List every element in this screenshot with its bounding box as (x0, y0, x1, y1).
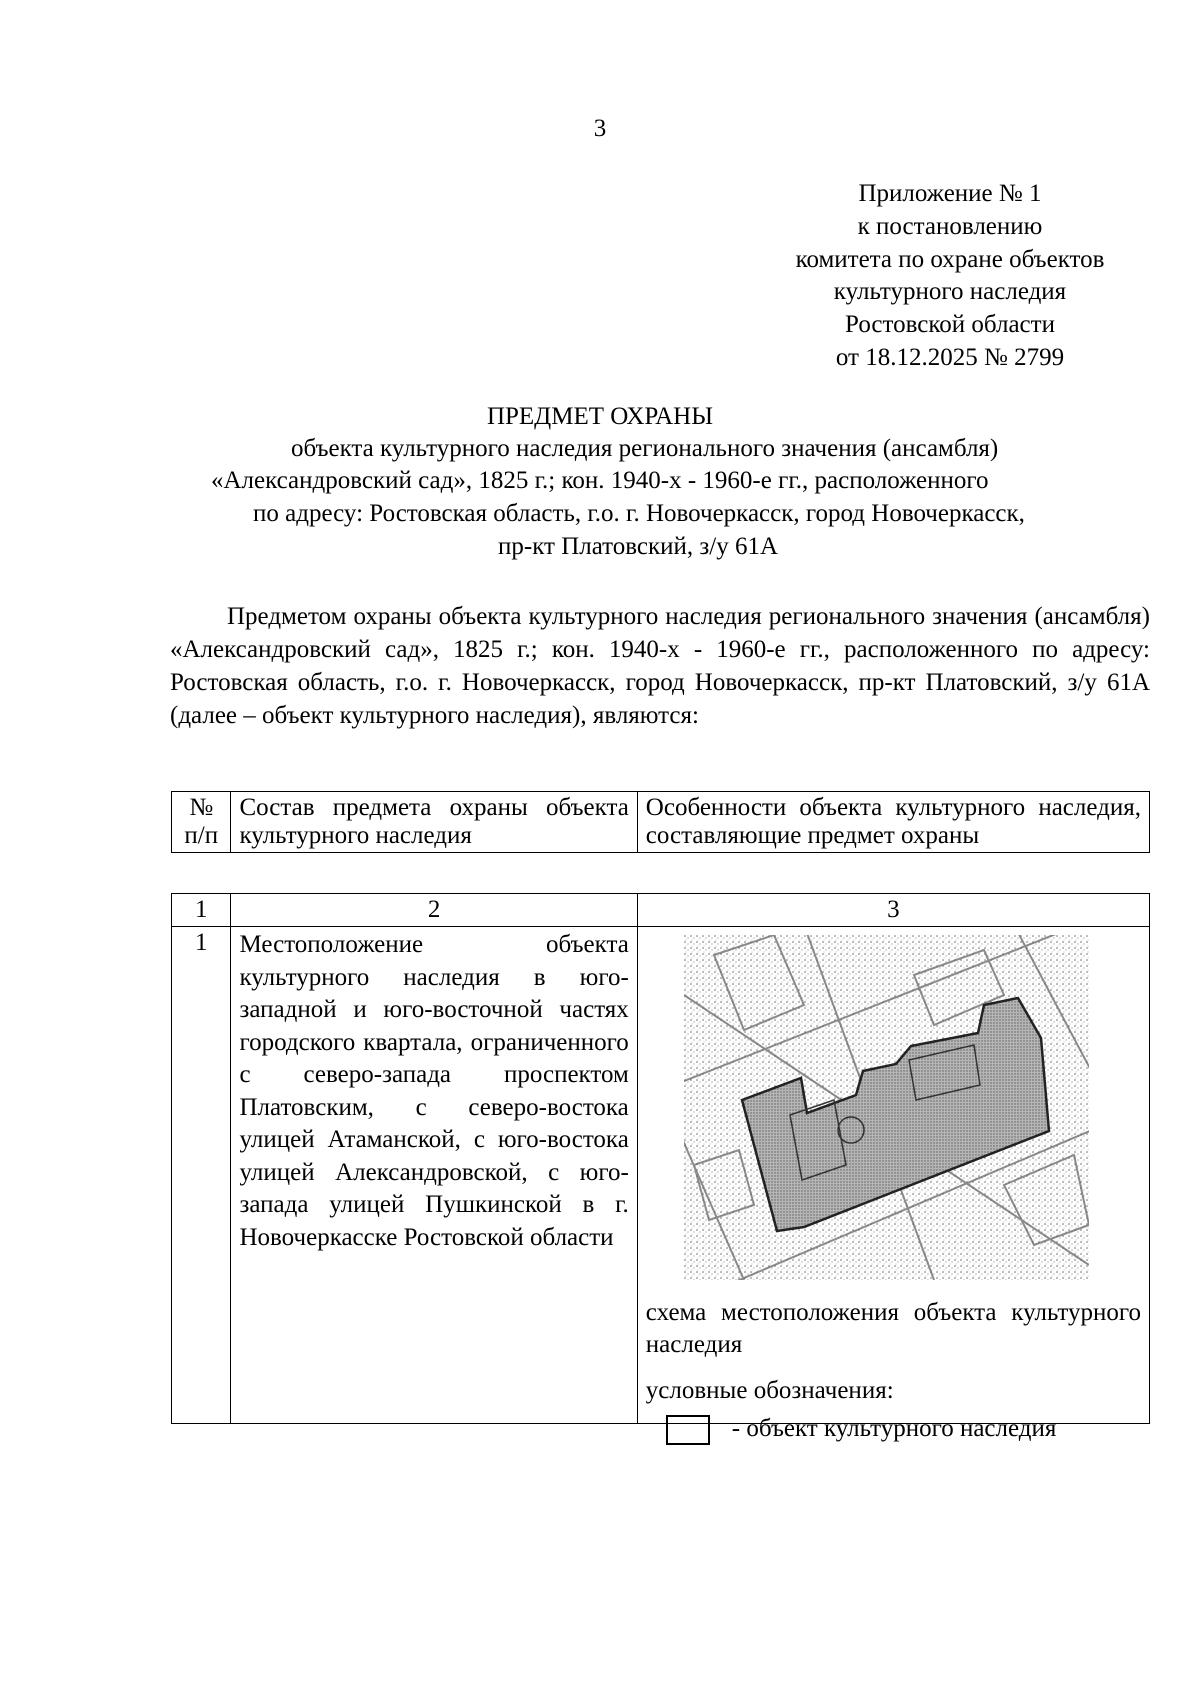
appendix-block (740, 178, 1160, 375)
header-composition: Состав предмета охраны объекта культурного наследия (231, 792, 637, 853)
appendix-line: к постановлению (857, 212, 1043, 240)
appendix-line: от 18.12.2025 № 2799 (835, 343, 1065, 371)
appendix-line: комитета по охране объектов (795, 245, 1105, 273)
title-subline: «Александровский сад», 1825 г.; кон. 1940-х - 1960-е гг., расположенного (211, 467, 989, 494)
column-number: 1 (172, 894, 231, 927)
intro-paragraph (170, 600, 1150, 732)
title-subline: объекта культурного наследия регионального значения (ансамбля) (291, 435, 999, 462)
column-number: 2 (231, 894, 637, 927)
column-number-row (172, 894, 1150, 927)
appendix-line: Ростовской области (845, 311, 1055, 339)
scheme-caption: схема местоположения объекта культурного наследия (645, 1299, 1141, 1358)
table-header-row (172, 792, 1150, 853)
header-features: Особенности объекта культурного наследия, составляющие предмет охраны (637, 792, 1149, 853)
legend-title: условные обозначения: (645, 1377, 894, 1404)
header-number: № п/п (172, 792, 231, 853)
row-number: 1 (172, 927, 231, 1424)
legend-item-label: - объект культурного наследия (731, 1415, 1057, 1442)
location-map-image (684, 935, 1089, 1280)
header-table (171, 791, 1150, 853)
scheme-wrapper (645, 929, 1141, 1442)
title-subline: пр-кт Платовский, з/у 61А (498, 533, 779, 560)
legend-box-icon (666, 1415, 710, 1445)
legend-row (646, 1415, 1057, 1445)
scheme-cell (637, 927, 1149, 1442)
title-subline: по адресу: Ростовская область, г.о. г. Новочеркасск, город Новочеркасск, (253, 500, 1025, 527)
appendix-line: культурного наследия (833, 278, 1067, 306)
document-title: ПРЕДМЕТ ОХРАНЫ (486, 403, 714, 430)
location-description: Местоположение объекта культурного наследия в юго-западной и юго-восточной частях городского квартала, ограниченного с северо-запада проспектом Платовским, с северо-востока улицей Атаманской, с юго-востока улицей Александровской, с юго-запада улицей Пушкинской в г. Новочеркасске Ростовской области (231, 927, 637, 1424)
column-number: 3 (637, 894, 1149, 927)
table-row (172, 927, 1150, 1424)
intro-text: Предметом охраны объекта культурного наследия регионального значения (ансамбля) «Александровский сад», 1825 г.; кон. 1940-х - 1960-е гг., расположенного по адресу: Ростовская область, г.о. г. Новочеркасск, город Новочеркасск, пр-кт Платовский, з/у 61А (далее – объект культурного наследия), являются: (170, 603, 1150, 729)
body-table (171, 893, 1150, 1442)
page-number: 3 (593, 115, 607, 142)
appendix-line: Приложение № 1 (858, 180, 1042, 207)
